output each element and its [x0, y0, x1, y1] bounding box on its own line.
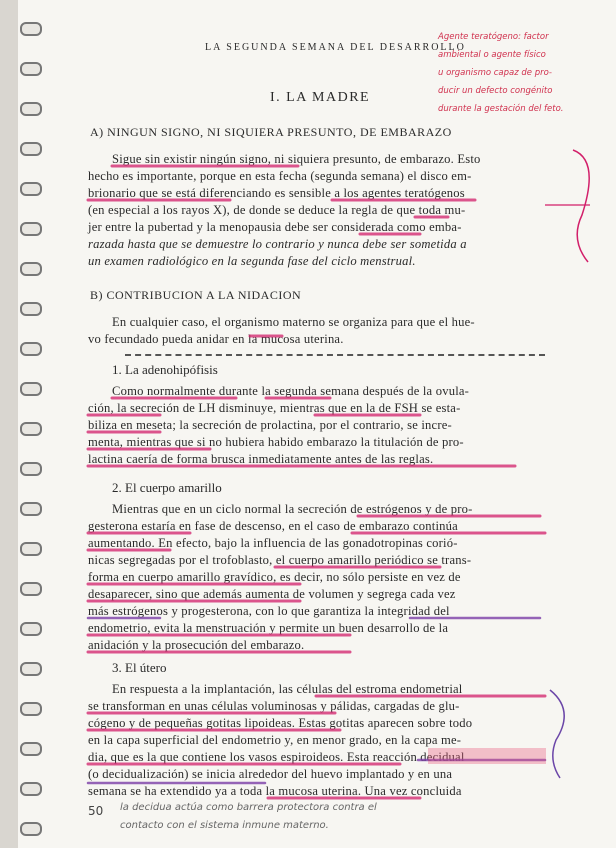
margin-note-line: ambiental o agente físico [438, 50, 546, 60]
text-line: Mientras que en un ciclo normal la secreción de estrógenos y de pro- [112, 502, 473, 516]
text-line: aumentando. En efecto, bajo la influencia de las gonadotropinas corió- [88, 536, 458, 550]
text-line: un examen radiológico en la segunda fase del ciclo menstrual. [88, 254, 416, 268]
text-line: Sigue sin existir ningún signo, ni siquiera presunto, de embarazo. Esto [112, 152, 481, 166]
text-line: razada hasta que se demuestre lo contrario y nunca debe ser sometida a [88, 237, 467, 251]
text-line: brionario que se está diferenciando es sensible a los agentes teratógenos [88, 186, 465, 200]
text-line: ción, la secreción de LH disminuye, mientras que en la de FSH se esta- [88, 401, 461, 415]
footer-note-line: la decidua actúa como barrera protectora contra el [120, 802, 377, 813]
sub2-heading: 2. El cuerpo amarillo [112, 480, 222, 495]
text-line: En cualquier caso, el organismo materno se organiza para que el hue- [112, 315, 475, 329]
sub1-heading: 1. La adenohipófisis [112, 362, 218, 377]
divider [125, 354, 545, 356]
margin-note-line: Agente teratógeno: factor [438, 32, 549, 42]
text-line: más estrógenos y progesterona, con lo que garantiza la integridad del [88, 604, 450, 618]
margin-note-line: u organismo capaz de pro- [438, 68, 552, 78]
text-line: (en especial a los rayos X), de donde se deduce la regla de que toda mu- [88, 203, 466, 217]
spiral-binding [18, 0, 42, 848]
text-line: jer entre la pubertad y la menopausia debe ser considerada como emba- [88, 220, 462, 234]
text-line: endometrio, evita la menstruación y permite un buen desarrollo de la [88, 621, 449, 635]
margin-note-line: ducir un defecto congénito [438, 86, 553, 96]
text-line: menta, mientras que si no hubiera habido embarazo la titulación de pro- [88, 435, 464, 449]
text-line: (o decidualización) se inicia alrededor del huevo implantado y en una [88, 767, 453, 781]
text-line: hecho es importante, porque en esta fecha (segunda semana) el disco em- [88, 169, 472, 183]
text-line: gesterona estaría en fase de descenso, en el caso de embarazo continúa [88, 519, 458, 533]
text-line: biliza en meseta; la secreción de prolactina, por el contrario, se incre- [88, 418, 452, 432]
margin-note-line: durante la gestación del feto. [438, 104, 564, 114]
footer-note-line: contacto con el sistema inmune materno. [120, 820, 329, 831]
text-line: vo fecundado pueda anidar en la mucosa uterina. [88, 332, 344, 346]
text-line: Como normalmente durante la segunda semana después de la ovula- [112, 384, 470, 398]
text-line: cógeno y de pequeñas gotitas lipoideas. Estas gotitas aparecen sobre todo [88, 716, 473, 730]
text-line: forma en cuerpo amarillo gravídico, es decir, no sólo persiste en vez de [88, 570, 461, 584]
text-line: nicas segregadas por el trofoblasto, el cuerpo amarillo periódico se trans- [88, 553, 472, 567]
chapter-title: I. LA MADRE [270, 90, 371, 105]
text-line: se transforman en unas células voluminosas y pálidas, cargadas de glu- [88, 699, 460, 713]
text-line: en la capa superficial del endometrio y, en menor grado, en la capa me- [88, 733, 462, 747]
page-number: 50 [88, 804, 104, 818]
text-line: anidación y la prosecución del embarazo. [88, 638, 305, 652]
text-line: dia, que es la que contiene los vasos espiroideos. Esta reacción decidual [88, 750, 465, 764]
running-header: LA SEGUNDA SEMANA DEL DESARROLLO [205, 42, 466, 53]
text-line: semana se ha extendido ya a toda la mucosa uterina. Una vez concluida [88, 784, 462, 798]
text-line: lactina caería de forma brusca inmediatamente antes de las reglas. [88, 452, 434, 466]
section-b-heading: B) CONTRIBUCION A LA NIDACION [90, 288, 302, 302]
text-line: En respuesta a la implantación, las células del estroma endometrial [112, 682, 463, 696]
text-line: desaparecer, sino que además aumenta de volumen y segrega cada vez [88, 587, 456, 601]
section-a-heading: A) NINGUN SIGNO, NI SIQUIERA PRESUNTO, DE EMBARAZO [90, 125, 452, 139]
sub3-heading: 3. El útero [112, 660, 167, 675]
